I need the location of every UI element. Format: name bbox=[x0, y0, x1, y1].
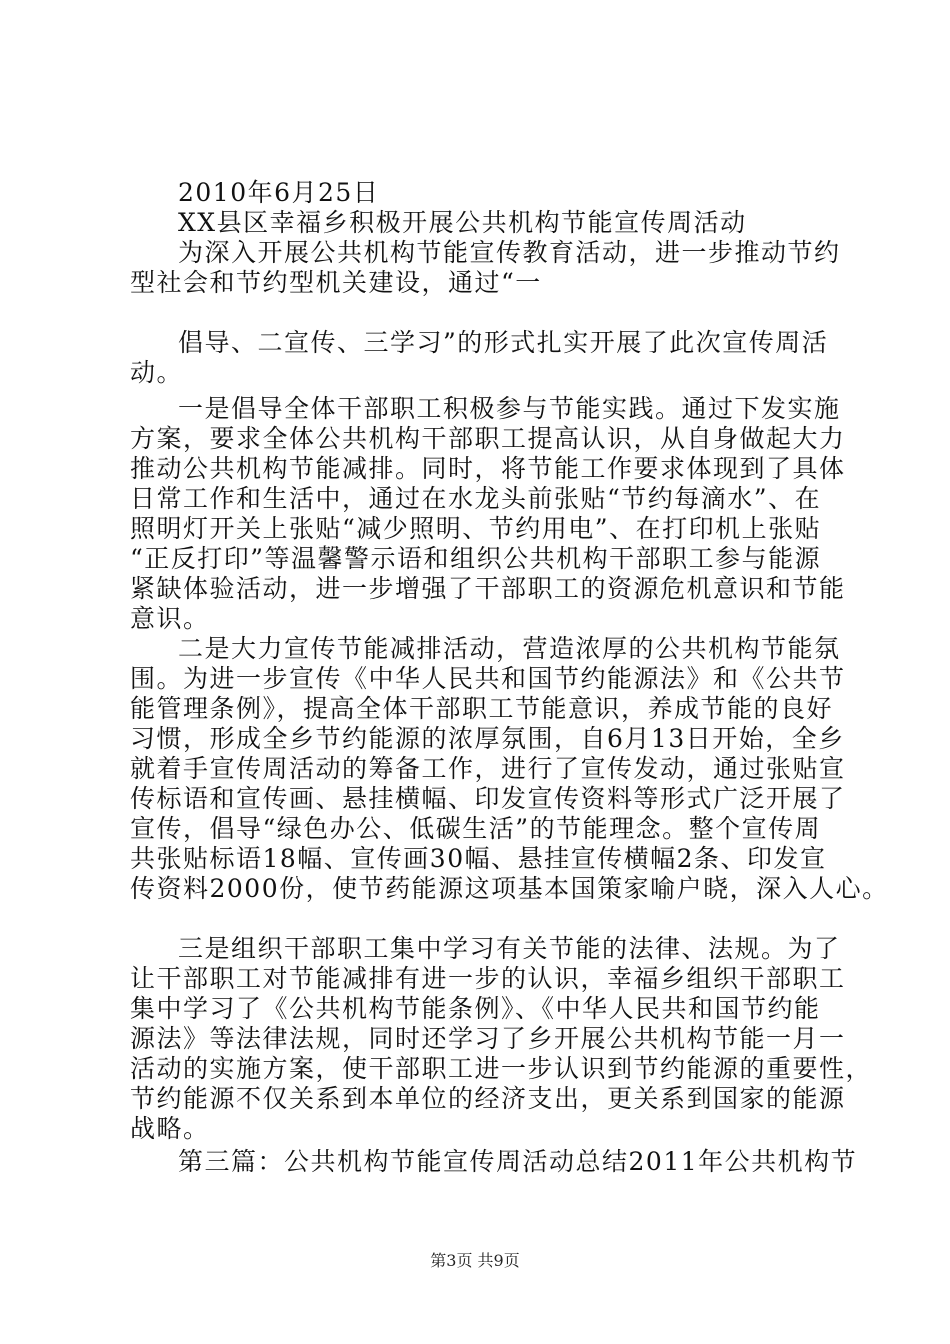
para-line: 推动公共机构节能减排。同时，将节能工作要求体现到了具体 bbox=[130, 454, 846, 483]
para-line: 能管理条例》，提高全体干部职工节能意识，养成节能的良好 bbox=[130, 694, 834, 723]
paragraph-one bbox=[130, 394, 846, 634]
para-line: 宣传，倡导“绿色办公、低碳生活”的节能理念。整个宣传周 bbox=[130, 814, 822, 843]
intro-paragraph bbox=[130, 238, 841, 298]
para-line: 方案，要求全体公共机构干部职工提高认识，从自身做起大力 bbox=[130, 424, 846, 453]
next-chapter-heading: 第三篇：公共机构节能宣传周活动总结2011年公共机构节 bbox=[178, 1147, 858, 1176]
para-line: “正反打印”等温馨警示语和组织公共机构干部职工参与能源 bbox=[130, 544, 822, 573]
intro-line: 为深入开展公共机构节能宣传教育活动，进一步推动节约 bbox=[178, 238, 841, 267]
para-line: 三是组织干部职工集中学习有关节能的法律、法规。为了 bbox=[178, 934, 841, 963]
para-line: 围。为进一步宣传《中华人民共和国节约能源法》和《公共节 bbox=[130, 664, 846, 693]
para-line: 紧缺体验活动，进一步增强了干部职工的资源危机意识和节能 bbox=[130, 574, 846, 603]
para-line: 源法》等法律法规，同时还学习了乡开展公共机构节能一月一 bbox=[130, 1024, 846, 1053]
para-line: 节约能源不仅关系到本单位的经济支出，更关系到国家的能源 bbox=[130, 1084, 846, 1113]
para-line: 让干部职工对节能减排有进一步的认识，幸福乡组织干部职工 bbox=[130, 964, 846, 993]
document-title: XX县区幸福乡积极开展公共机构节能宣传周活动 bbox=[178, 208, 747, 237]
para-line: 集中学习了《公共机构节能条例》、《中华人民共和国节约能 bbox=[130, 994, 821, 1023]
intro-line: 型社会和节约型机关建设，通过“一 bbox=[130, 268, 542, 297]
intro-continuation bbox=[130, 328, 828, 388]
para-line: 战略。 bbox=[130, 1114, 210, 1143]
paragraph-two bbox=[130, 634, 889, 904]
para-line: 习惯，形成全乡节约能源的浓厚氛围，自6月13日开始，全乡 bbox=[130, 724, 845, 753]
para-line: 一是倡导全体干部职工积极参与节能实践。通过下发实施 bbox=[178, 394, 841, 423]
para-line: 照明灯开关上张贴“减少照明、节约用电”、在打印机上张贴 bbox=[130, 514, 822, 543]
para-line: 就着手宣传周活动的筹备工作，进行了宣传发动，通过张贴宣 bbox=[130, 754, 846, 783]
intro-cont-line: 倡导、二宣传、三学习”的形式扎实开展了此次宣传周活 bbox=[178, 328, 829, 357]
para-line: 二是大力宣传节能减排活动，营造浓厚的公共机构节能氛 bbox=[178, 634, 841, 663]
para-line: 意识。 bbox=[130, 604, 210, 633]
para-line: 传资料2000份，使节药能源这项基本国策家喻户晓，深入人心。 bbox=[130, 874, 889, 903]
paragraph-three bbox=[130, 934, 872, 1144]
page-footer: 第3页 共9页 bbox=[430, 1251, 520, 1270]
para-line: 日常工作和生活中，通过在水龙头前张贴“节约每滴水”、在 bbox=[130, 484, 822, 513]
document-date: 2010年6月25日 bbox=[178, 178, 380, 207]
para-line: 活动的实施方案，使干部职工进一步认识到节约能源的重要性， bbox=[130, 1054, 873, 1083]
para-line: 共张贴标语18幅、宣传画30幅、悬挂宣传横幅2条、印发宣 bbox=[130, 844, 827, 873]
intro-cont-line: 动。 bbox=[130, 358, 184, 387]
para-line: 传标语和宣传画、悬挂横幅、印发宣传资料等形式广泛开展了 bbox=[130, 784, 846, 813]
